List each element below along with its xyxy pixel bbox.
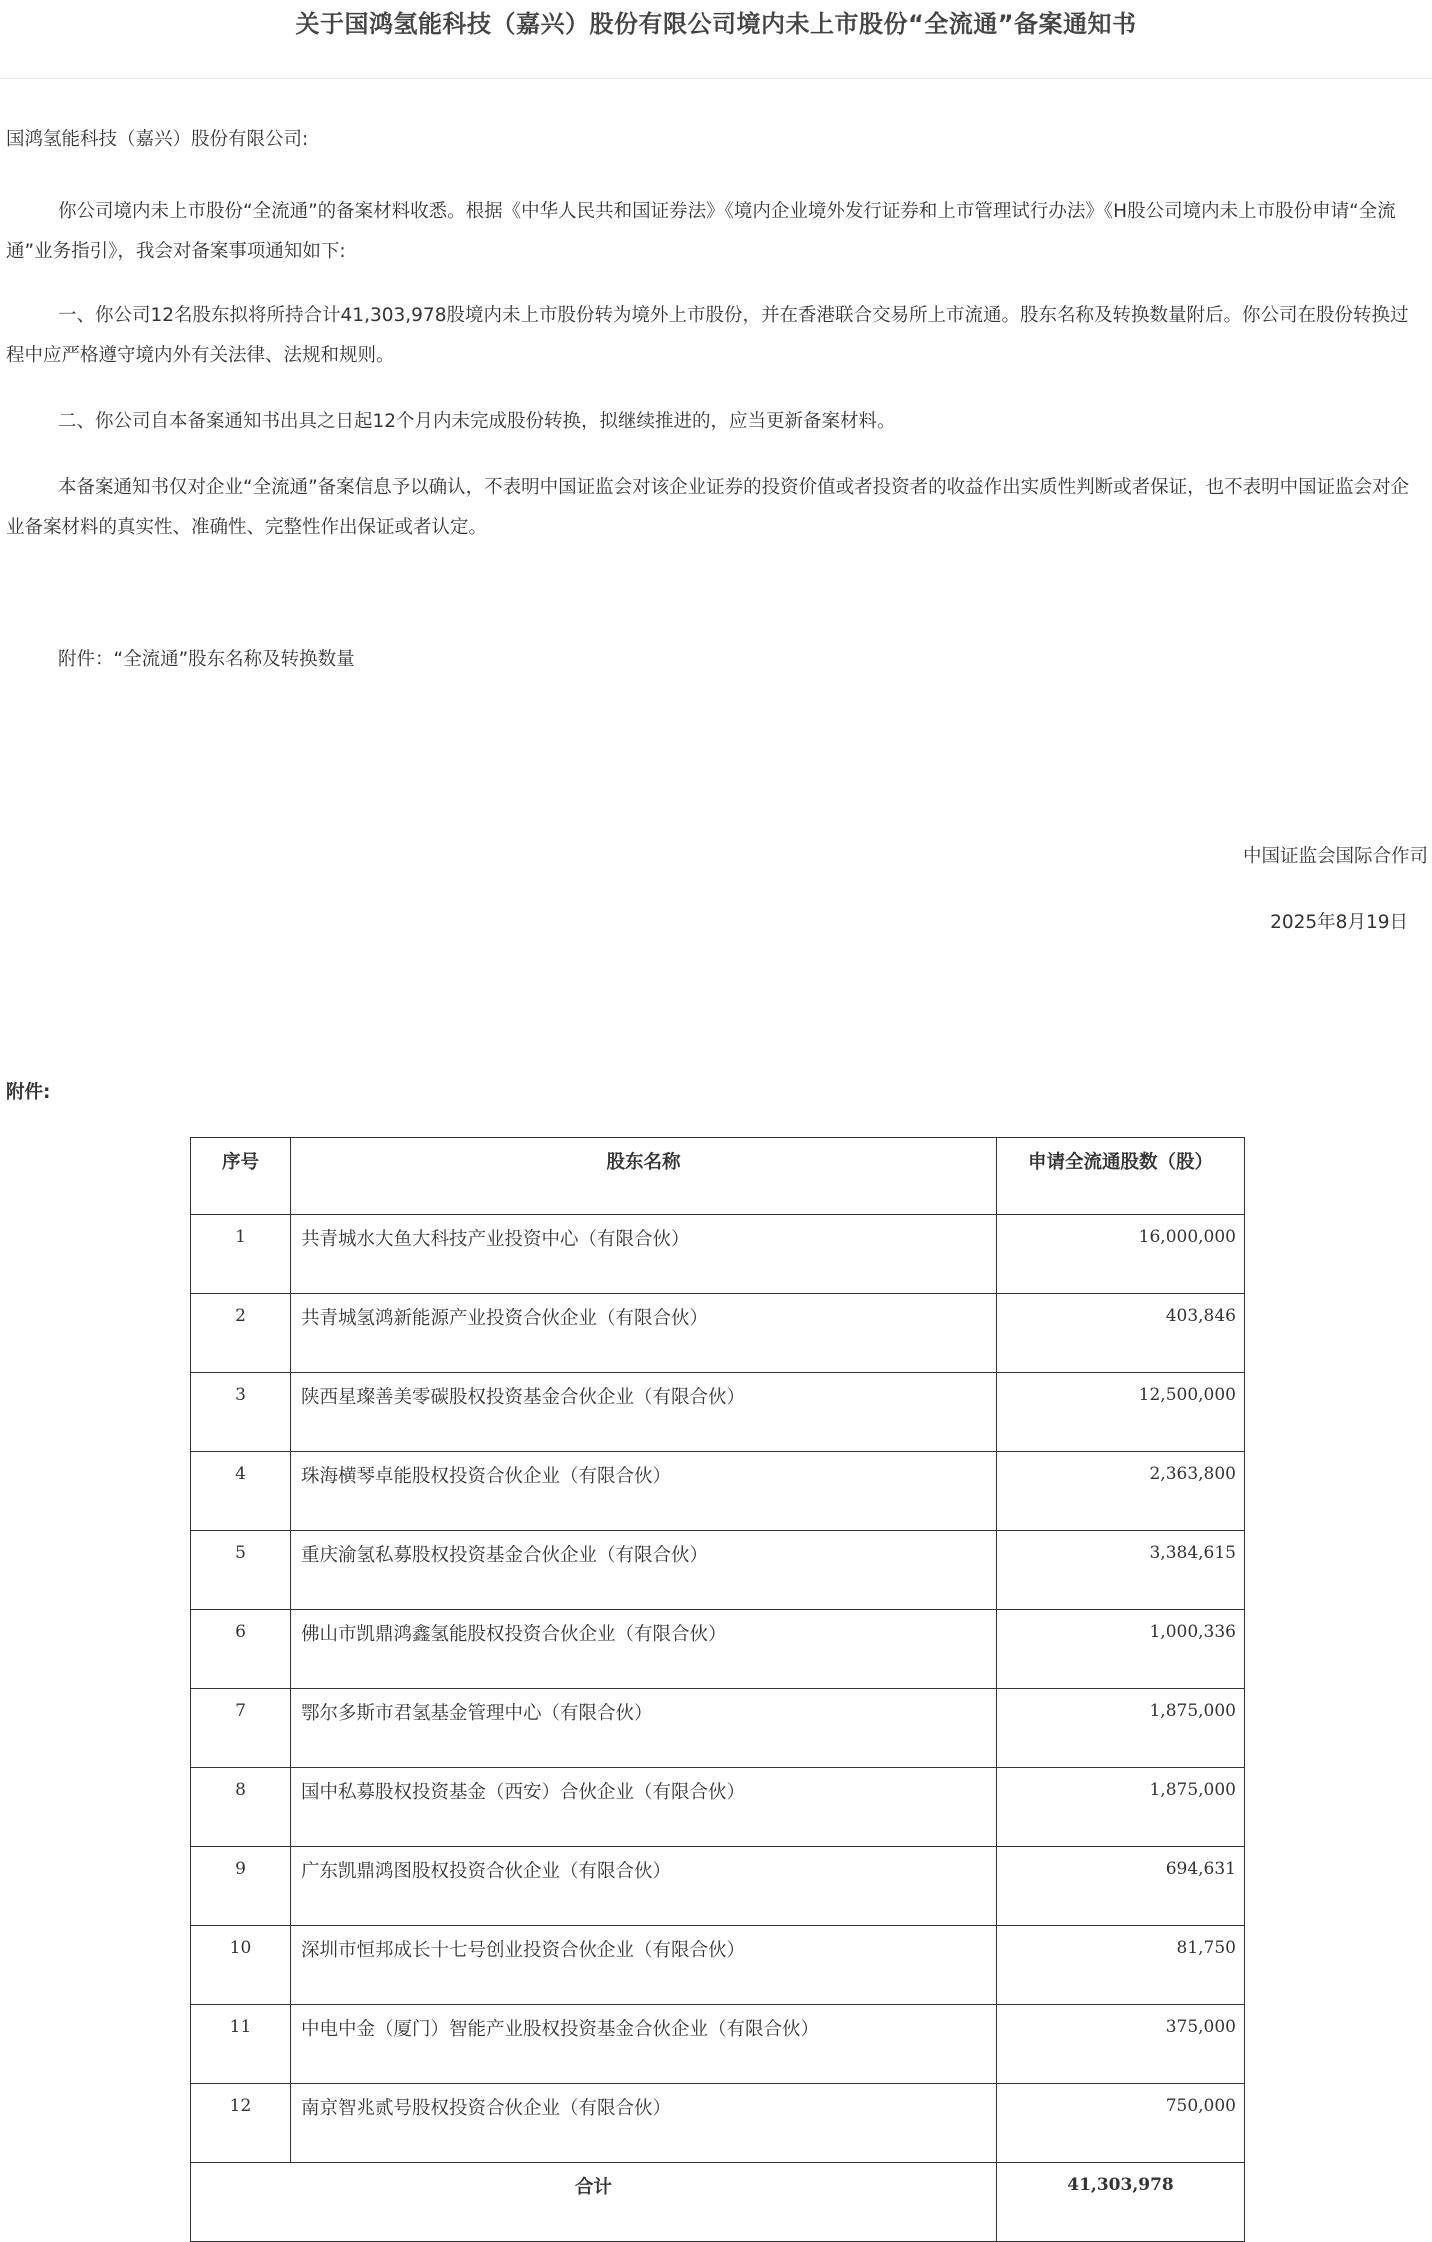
row-shares: 81,750 [997, 1926, 1245, 2005]
paragraph-item-2: 二、你公司自本备案通知书出具之日起12个月内未完成股份转换，拟继续推进的，应当更新备案材料。 [58, 411, 896, 432]
row-shares: 16,000,000 [997, 1215, 1245, 1294]
paragraph-item-1: 一、你公司12名股东拟将所持合计41,303,978股境内未上市股份转为境外上市股份，并在香港联合交易所上市流通。股东名称及转换数量附后。你公司在股份转换过程中应严格遵守境内外有关法律、法规和规则。 [6, 305, 1409, 366]
row-name: 共青城氢鸿新能源产业投资合伙企业（有限合伙） [291, 1294, 997, 1373]
row-no: 1 [191, 1215, 291, 1294]
row-name: 南京智兆贰号股权投资合伙企业（有限合伙） [291, 2084, 997, 2163]
table-row [191, 1689, 1245, 1768]
row-shares: 3,384,615 [997, 1531, 1245, 1610]
row-no: 9 [191, 1847, 291, 1926]
row-name: 鄂尔多斯市君氢基金管理中心（有限合伙） [291, 1689, 997, 1768]
row-shares: 1,875,000 [997, 1689, 1245, 1768]
title-divider [0, 78, 1432, 79]
row-no: 3 [191, 1373, 291, 1452]
row-no: 6 [191, 1610, 291, 1689]
row-name: 共青城水大鱼大科技产业投资中心（有限合伙） [291, 1215, 997, 1294]
row-no: 8 [191, 1768, 291, 1847]
shareholder-table [190, 1137, 1245, 2242]
row-no: 10 [191, 1926, 291, 2005]
total-label: 合计 [191, 2163, 997, 2242]
total-value: 41,303,978 [997, 2163, 1245, 2242]
table-row [191, 1294, 1245, 1373]
row-shares: 750,000 [997, 2084, 1245, 2163]
header-name: 股东名称 [291, 1138, 997, 1215]
table-row [191, 1768, 1245, 1847]
table-row [191, 1452, 1245, 1531]
row-shares: 1,875,000 [997, 1768, 1245, 1847]
header-shares: 申请全流通股数（股） [997, 1138, 1245, 1215]
attachment-note: 附件：“全流通”股东名称及转换数量 [58, 649, 355, 670]
salutation: 国鸿氢能科技（嘉兴）股份有限公司: [6, 129, 309, 150]
row-name: 中电中金（厦门）智能产业股权投资基金合伙企业（有限合伙） [291, 2005, 997, 2084]
paragraph-disclaimer: 本备案通知书仅对企业“全流通”备案信息予以确认，不表明中国证监会对该企业证券的投资价值或者投资者的收益作出实质性判断或者保证，也不表明中国证监会对企业备案材料的真实性、准确性、完整性作出保证或者认定。 [6, 477, 1410, 538]
issuer-signature: 中国证监会国际合作司 [1242, 846, 1428, 867]
row-no: 7 [191, 1689, 291, 1768]
table-row [191, 1373, 1245, 1452]
table-total-row [191, 2163, 1245, 2242]
row-no: 2 [191, 1294, 291, 1373]
paragraph-intro: 你公司境内未上市股份“全流通”的备案材料收悉。根据《中华人民共和国证券法》《境内企业境外发行证券和上市管理试行办法》《H股公司境内未上市股份申请“全流通”业务指引》，我会对备案事项通知如下: [6, 201, 1396, 262]
row-no: 5 [191, 1531, 291, 1610]
row-shares: 403,846 [997, 1294, 1245, 1373]
table-row [191, 1847, 1245, 1926]
table-row [191, 1215, 1245, 1294]
table-row [191, 1531, 1245, 1610]
row-no: 12 [191, 2084, 291, 2163]
row-name: 重庆渝氢私募股权投资基金合伙企业（有限合伙） [291, 1531, 997, 1610]
table-row [191, 2084, 1245, 2163]
row-shares: 694,631 [997, 1847, 1245, 1926]
issue-date: 2025年8月19日 [1270, 912, 1408, 933]
table-row [191, 1610, 1245, 1689]
row-shares: 375,000 [997, 2005, 1245, 2084]
row-name: 广东凯鼎鸿图股权投资合伙企业（有限合伙） [291, 1847, 997, 1926]
row-name: 陕西星璨善美零碳股权投资基金合伙企业（有限合伙） [291, 1373, 997, 1452]
table-row [191, 1926, 1245, 2005]
document-title: 关于国鸿氢能科技（嘉兴）股份有限公司境内未上市股份“全流通”备案通知书 [295, 10, 1137, 38]
attachment-heading: 附件: [6, 1082, 51, 1103]
row-shares: 12,500,000 [997, 1373, 1245, 1452]
table-row [191, 2005, 1245, 2084]
row-name: 佛山市凯鼎鸿鑫氢能股权投资合伙企业（有限合伙） [291, 1610, 997, 1689]
row-shares: 2,363,800 [997, 1452, 1245, 1531]
row-name: 珠海横琴卓能股权投资合伙企业（有限合伙） [291, 1452, 997, 1531]
table-header-row [191, 1138, 1245, 1215]
row-name: 国中私募股权投资基金（西安）合伙企业（有限合伙） [291, 1768, 997, 1847]
row-no: 4 [191, 1452, 291, 1531]
row-name: 深圳市恒邦成长十七号创业投资合伙企业（有限合伙） [291, 1926, 997, 2005]
header-no: 序号 [191, 1138, 291, 1215]
row-no: 11 [191, 2005, 291, 2084]
row-shares: 1,000,336 [997, 1610, 1245, 1689]
